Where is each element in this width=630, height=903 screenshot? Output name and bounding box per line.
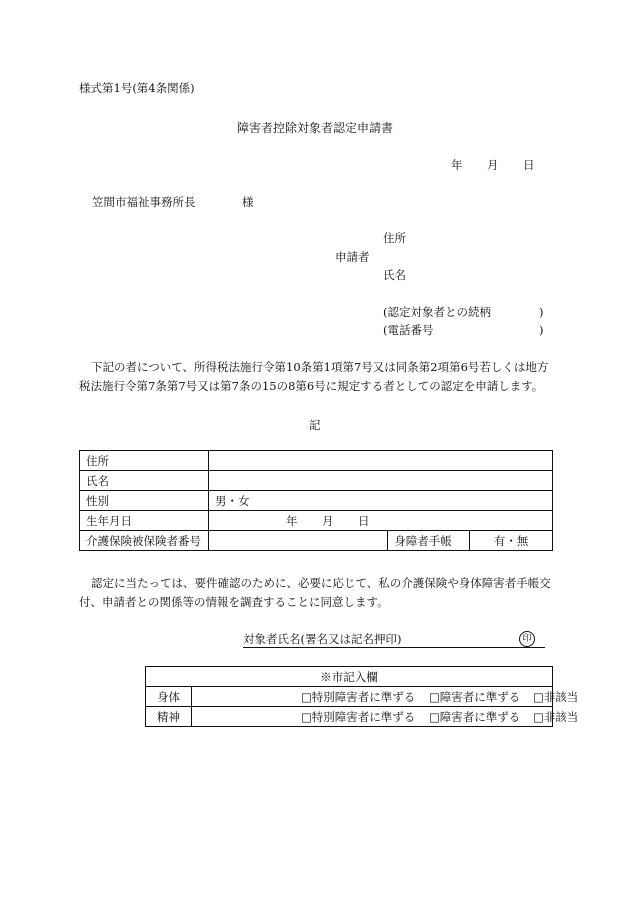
table-row <box>80 491 553 511</box>
ki-heading: 記 <box>309 418 321 432</box>
consent-statement: 認定に当たっては、要件確認のために、必要に応じて、私の介護保険や身体障害者手帳交付、申請者との関係等の情報を調査することに同意します。 <box>79 576 551 609</box>
seal-mark: 印 <box>519 631 535 647</box>
applicant-address-label: 住所 <box>383 231 406 245</box>
applicant-info-table <box>79 450 553 551</box>
mental-option-none[interactable]: □非該当 <box>532 710 579 724</box>
table-row <box>80 511 553 531</box>
mental-option-special[interactable]: □特別障害者に準ずる <box>300 710 416 724</box>
mental-label: 精神 <box>146 707 192 727</box>
physical-option-disabled[interactable]: □障害者に準ずる <box>428 690 521 704</box>
relationship-label: (認定対象者との続柄 <box>383 305 491 319</box>
table-row <box>146 687 553 707</box>
applicant-label: 申請者 <box>335 250 370 264</box>
address-field[interactable] <box>208 451 552 471</box>
phone-close: ) <box>539 323 544 337</box>
birthdate-label: 生年月日 <box>80 511 209 531</box>
phone-label: (電話番号 <box>383 323 434 337</box>
physical-option-special[interactable]: □特別障害者に準ずる <box>300 690 416 704</box>
insurance-number-label: 介護保険被保険者番号 <box>80 531 209 551</box>
birth-year: 年 <box>285 514 298 528</box>
physical-option-none[interactable]: □非該当 <box>532 690 579 704</box>
insurance-number-field[interactable] <box>208 531 387 551</box>
mental-options <box>191 707 579 727</box>
birth-day: 日 <box>357 514 370 528</box>
relationship-close: ) <box>539 305 544 319</box>
city-use-table <box>145 666 579 727</box>
address-label: 住所 <box>80 451 209 471</box>
name-label: 氏名 <box>80 471 209 491</box>
mental-option-disabled[interactable]: □障害者に準ずる <box>428 710 521 724</box>
signature-label: 対象者氏名(署名又は記名押印) <box>243 632 402 646</box>
table-row <box>80 451 553 471</box>
birth-month: 月 <box>321 514 334 528</box>
document-title: 障害者控除対象者認定申請書 <box>237 121 394 135</box>
disability-book-label: 身障者手帳 <box>388 531 470 551</box>
date-month: 月 <box>487 158 499 172</box>
date-day: 日 <box>523 158 535 172</box>
date-year: 年 <box>451 158 463 172</box>
gender-label: 性別 <box>80 491 209 511</box>
applicant-name-label: 氏名 <box>383 268 406 282</box>
table-row <box>146 707 553 727</box>
physical-label: 身体 <box>146 687 192 707</box>
form-number: 様式第1号(第4条関係) <box>79 81 195 95</box>
signature-line[interactable] <box>243 631 545 645</box>
table-row <box>80 531 553 551</box>
disability-book-field[interactable]: 有・無 <box>470 531 553 551</box>
addressee-honorific: 様 <box>242 195 254 209</box>
birthdate-field[interactable] <box>208 511 552 531</box>
table-row <box>146 667 553 687</box>
physical-options <box>191 687 579 707</box>
addressee-name: 笠間市福祉事務所長 <box>92 195 196 209</box>
gender-field[interactable]: 男・女 <box>208 491 552 511</box>
city-table-header: ※市記入欄 <box>146 667 553 687</box>
name-field[interactable] <box>208 471 552 491</box>
table-row <box>80 471 553 491</box>
application-statement: 下記の者について、所得税法施行令第10条第1項第7号又は同条第2項第6号若しくは地方税法施行令第7条第7号又は第7条の15の8第6号に規定する者としての認定を申請します。 <box>79 360 549 393</box>
